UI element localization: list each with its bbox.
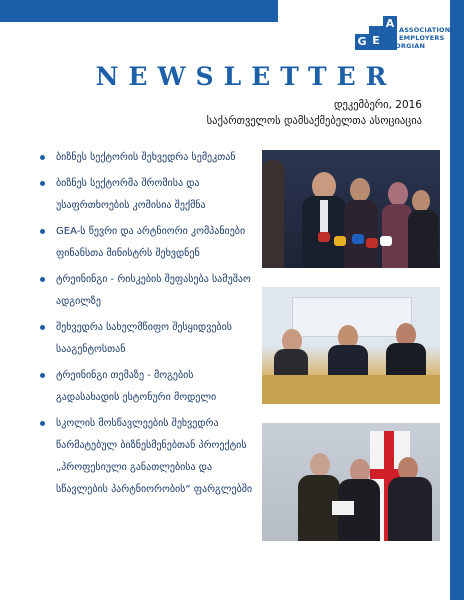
panel-meeting-photo: [262, 287, 440, 404]
organization-name: საქართველოს დამსაქმებელთა ასოციაცია: [206, 115, 422, 127]
news-item: GEA-ს წევრი და არტნიორი კომპანიები ფინანსთა მინისტრს შეხვდნენ: [40, 221, 256, 265]
gea-logo: [355, 14, 455, 54]
logo-letter-a: A: [383, 16, 397, 50]
news-item: ბიზნეს სექტორმა შრომისა და უსაფრთხოების კომისია შექმნა: [40, 173, 256, 217]
logo-word-association: ASSOCIATION: [399, 26, 451, 34]
logo-word-georgian: GEORGIAN: [385, 42, 426, 50]
issue-date: დეკემბერი, 2016: [333, 99, 422, 111]
news-item: ბიზნეს სექტორის შეხვედრა სემეკთან: [40, 147, 256, 169]
news-item: შეხვედრა სახელმწიფო შესყიდვების სააგენტოსთან: [40, 317, 256, 361]
logo-letter-e: E: [369, 26, 383, 50]
news-item: ტრეინინგი თემაზე - მოგების გადასახადის ესტონური მოდელი: [40, 365, 256, 409]
handshake-photo: [262, 423, 440, 541]
news-list: [40, 147, 256, 505]
logo-word-employers: EMPLOYERS: [399, 34, 445, 42]
top-banner-bar: [0, 0, 278, 22]
press-conference-photo: [262, 150, 440, 268]
newsletter-title: NEWSLETTER: [95, 62, 397, 91]
logo-letter-g: G: [355, 34, 369, 50]
news-item: სკოლის მოსწავლეების შეხვედრა წარმატებულ ბიზნესმენებთან პროექტის „პროფესიული განათლებისა და სწავლების პარტნიორობის“ ფარგლებში: [40, 413, 256, 501]
news-item: ტრეინინგი - რისკების შეფასება სამუშაო ადგილზე: [40, 269, 256, 313]
